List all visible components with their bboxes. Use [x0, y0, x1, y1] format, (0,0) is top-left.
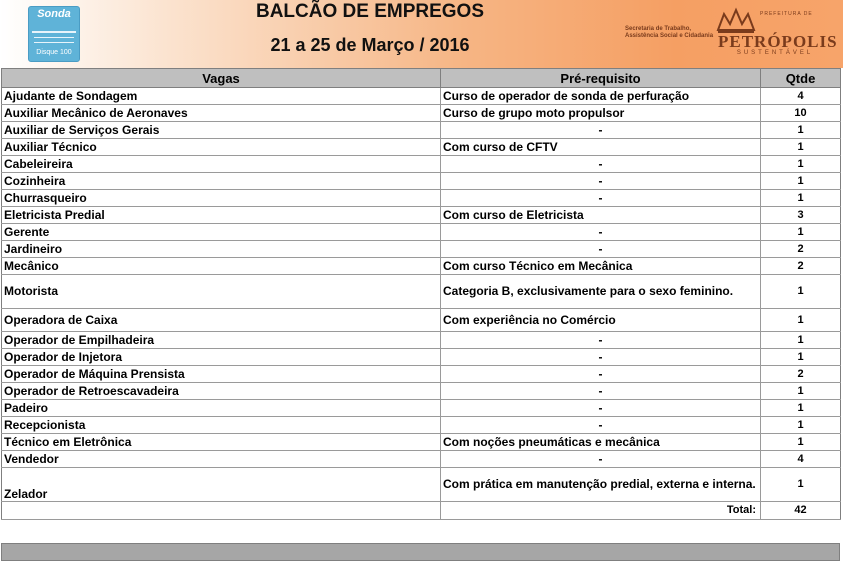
table-row — [2, 224, 841, 241]
table-row — [2, 105, 841, 122]
table-row — [2, 190, 841, 207]
cell-qtde: 1 — [761, 139, 841, 156]
table-row — [2, 309, 841, 332]
cell-qtde: 1 — [761, 332, 841, 349]
cell-qtde: 1 — [761, 434, 841, 451]
cell-qtde: 1 — [761, 173, 841, 190]
cell-vaga: Padeiro — [2, 400, 441, 417]
cell-vaga: Auxiliar Técnico — [2, 139, 441, 156]
cell-prereq: - — [441, 349, 761, 366]
total-label: Total: — [441, 502, 761, 520]
cell-prereq: - — [441, 122, 761, 139]
cell-prereq: - — [441, 332, 761, 349]
table-row — [2, 173, 841, 190]
prefeitura-label: PREFEITURA DE — [760, 11, 813, 17]
table-row — [2, 332, 841, 349]
cell-qtde: 1 — [761, 383, 841, 400]
cell-prereq: - — [441, 400, 761, 417]
cell-vaga: Cozinheira — [2, 173, 441, 190]
cell-qtde: 1 — [761, 349, 841, 366]
cell-prereq: - — [441, 173, 761, 190]
cell-prereq: Curso de operador de sonda de perfuração — [441, 88, 761, 105]
cell-prereq: - — [441, 190, 761, 207]
cell-prereq: - — [441, 241, 761, 258]
table-row — [2, 258, 841, 275]
cell-vaga: Operador de Empilhadeira — [2, 332, 441, 349]
cell-vaga: Jardineiro — [2, 241, 441, 258]
cell-qtde: 1 — [761, 122, 841, 139]
cell-vaga: Ajudante de Sondagem — [2, 88, 441, 105]
table-row — [2, 241, 841, 258]
sonda-logo-tagline — [34, 37, 74, 38]
cell-qtde: 1 — [761, 275, 841, 309]
cell-vaga: Auxiliar Mecânico de Aeronaves — [2, 105, 441, 122]
cell-vaga: Técnico em Eletrônica — [2, 434, 441, 451]
cell-qtde: 1 — [761, 468, 841, 502]
cell-prereq: Com experiência no Comércio — [441, 309, 761, 332]
cell-prereq: Com prática em manutenção predial, externa e interna. — [441, 468, 761, 502]
table-row — [2, 451, 841, 468]
cell-vaga: Operador de Injetora — [2, 349, 441, 366]
total-row — [2, 502, 841, 520]
table-row — [2, 366, 841, 383]
cell-vaga: Eletricista Predial — [2, 207, 441, 224]
table-row — [2, 468, 841, 502]
cell-vaga: Operador de Retroescavadeira — [2, 383, 441, 400]
cell-qtde: 1 — [761, 400, 841, 417]
jobs-table-container — [1, 68, 840, 520]
table-row — [2, 156, 841, 173]
cell-prereq: - — [441, 156, 761, 173]
cell-vaga: Cabeleireira — [2, 156, 441, 173]
cell-qtde: 4 — [761, 451, 841, 468]
cell-prereq: Categoria B, exclusivamente para o sexo feminino. — [441, 275, 761, 309]
table-row — [2, 122, 841, 139]
cell-vaga: Motorista — [2, 275, 441, 309]
cell-vaga: Operadora de Caixa — [2, 309, 441, 332]
cell-prereq: - — [441, 417, 761, 434]
cell-qtde: 1 — [761, 190, 841, 207]
cell-vaga: Auxiliar de Serviços Gerais — [2, 122, 441, 139]
page-header — [0, 0, 843, 68]
petropolis-logo — [716, 4, 838, 62]
cell-qtde: 1 — [761, 224, 841, 241]
cell-vaga: Operador de Máquina Prensista — [2, 366, 441, 383]
cell-prereq: - — [441, 451, 761, 468]
table-row — [2, 207, 841, 224]
cell-qtde: 2 — [761, 258, 841, 275]
table-row — [2, 275, 841, 309]
sonda-logo-phone: Disque 100 — [36, 49, 72, 56]
cell-prereq: Com curso de CFTV — [441, 139, 761, 156]
table-row — [2, 383, 841, 400]
cell-qtde: 4 — [761, 88, 841, 105]
cell-vaga: Recepcionista — [2, 417, 441, 434]
cell-prereq: Com curso de Eletricista — [441, 207, 761, 224]
cell-qtde: 1 — [761, 417, 841, 434]
crown-emblem-icon — [716, 6, 756, 34]
header-qtde: Qtde — [761, 69, 841, 88]
cell-qtde: 2 — [761, 241, 841, 258]
cell-vaga: Mecânico — [2, 258, 441, 275]
cell-qtde: 1 — [761, 309, 841, 332]
table-row — [2, 400, 841, 417]
cell-prereq: Curso de grupo moto propulsor — [441, 105, 761, 122]
page-dates: 21 a 25 de Março / 2016 — [270, 35, 470, 55]
cell-vaga: Vendedor — [2, 451, 441, 468]
cell-prereq: - — [441, 366, 761, 383]
header-prereq: Pré-requisito — [441, 69, 761, 88]
table-row — [2, 349, 841, 366]
cell-qtde: 3 — [761, 207, 841, 224]
cell-vaga: Churrasqueiro — [2, 190, 441, 207]
table-row — [2, 88, 841, 105]
secretaria-label: Secretaria de Trabalho, Assistência Social e Cidadania — [625, 26, 714, 39]
footer-bar — [1, 543, 840, 561]
city-name: PETRÓPOLIS — [718, 32, 838, 51]
cell-prereq: Com noções pneumáticas e mecânica — [441, 434, 761, 451]
sonda-logo-name: Sonda — [37, 8, 71, 20]
table-row — [2, 139, 841, 156]
cell-prereq: - — [441, 224, 761, 241]
sonda-logo — [28, 6, 80, 62]
header-vagas: Vagas — [2, 69, 441, 88]
cell-qtde: 1 — [761, 156, 841, 173]
total-value: 42 — [761, 502, 841, 520]
cell-vaga: Zelador — [2, 468, 441, 502]
cell-vaga: Gerente — [2, 224, 441, 241]
table-row — [2, 434, 841, 451]
table-row — [2, 417, 841, 434]
cell-prereq: - — [441, 383, 761, 400]
cell-qtde: 10 — [761, 105, 841, 122]
table-header-row — [2, 69, 841, 88]
cell-qtde: 2 — [761, 366, 841, 383]
jobs-table — [1, 68, 841, 520]
cell-prereq: Com curso Técnico em Mecânica — [441, 258, 761, 275]
page-title: BALCÃO DE EMPREGOS — [255, 1, 485, 22]
sustentavel-label: SUSTENTÁVEL — [736, 50, 814, 56]
